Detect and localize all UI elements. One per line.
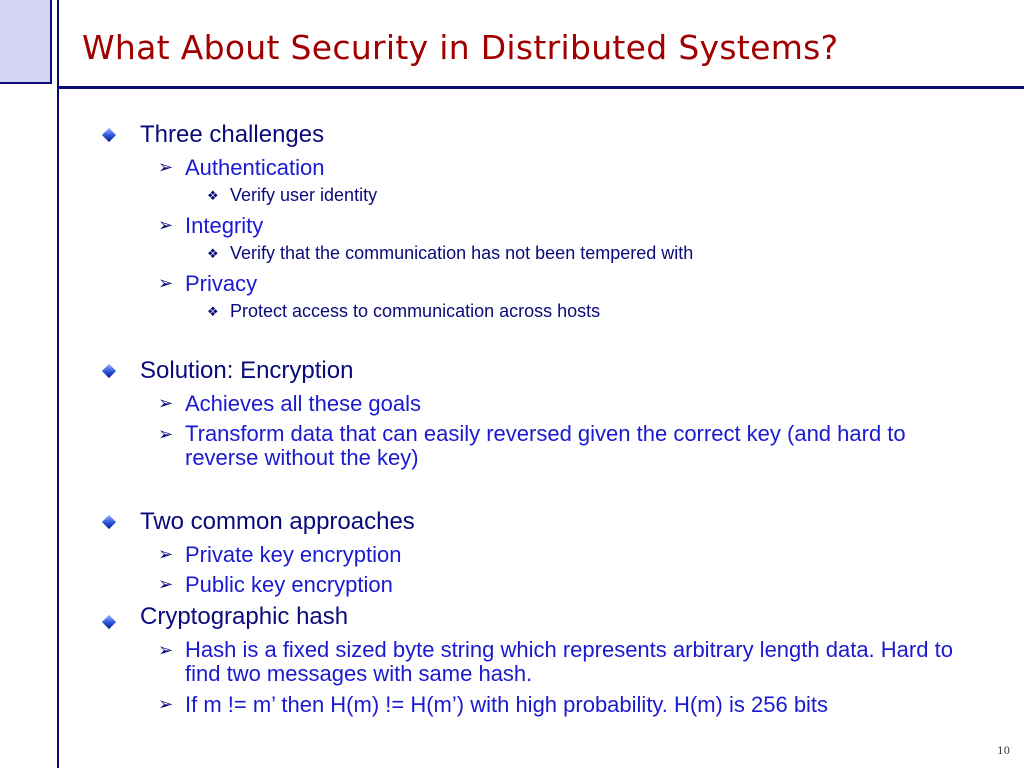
- title-underline: [57, 86, 1024, 89]
- encryption-item: Achieves all these goals: [185, 391, 422, 416]
- hash-item: Hash is a fixed sized byte string which represents arbitrary length data. Hard to find two messages with same hash.: [185, 637, 953, 686]
- challenge-detail: Protect access to communication across hosts: [230, 301, 601, 321]
- arrow-bullet-icon: ➢: [158, 215, 174, 235]
- challenge-item: Integrity: [185, 213, 264, 238]
- arrow-bullet-icon: ➢: [158, 424, 174, 444]
- approach-item: Private key encryption: [185, 542, 402, 567]
- section-heading: Cryptographic hash: [140, 603, 349, 630]
- arrow-bullet-icon: ➢: [158, 393, 174, 413]
- approach-item: Public key encryption: [185, 572, 393, 597]
- arrow-bullet-icon: ➢: [158, 640, 174, 660]
- arrow-bullet-icon: ➢: [158, 544, 174, 564]
- challenge-item: Privacy: [185, 271, 258, 296]
- diamond-bullet-icon: [102, 515, 116, 529]
- page-number: 10: [997, 746, 1010, 757]
- diamond-bullet-icon: [102, 364, 116, 378]
- vertical-rule: [57, 0, 59, 768]
- diamond-bullet-icon: [102, 615, 116, 629]
- hash-item: If m != m’ then H(m) != H(m’) with high probability. H(m) is 256 bits: [185, 692, 829, 717]
- section-heading: Two common approaches: [140, 508, 415, 535]
- challenge-detail: Verify that the communication has not been tempered with: [230, 243, 694, 263]
- section-heading: Solution: Encryption: [140, 357, 354, 384]
- arrow-bullet-icon: ➢: [158, 574, 174, 594]
- arrow-bullet-icon: ➢: [158, 694, 174, 714]
- clover-bullet-icon: ❖: [207, 188, 219, 203]
- corner-decoration: [0, 0, 52, 84]
- clover-bullet-icon: ❖: [207, 246, 219, 261]
- diamond-bullet-icon: [102, 128, 116, 142]
- clover-bullet-icon: ❖: [207, 304, 219, 319]
- challenge-detail: Verify user identity: [230, 185, 378, 205]
- arrow-bullet-icon: ➢: [158, 273, 174, 293]
- slide-title: What About Security in Distributed Systems?: [82, 28, 839, 67]
- challenge-item: Authentication: [185, 155, 325, 180]
- section-heading: Three challenges: [140, 121, 325, 148]
- arrow-bullet-icon: ➢: [158, 157, 174, 177]
- encryption-item: Transform data that can easily reversed given the correct key (and hard to reverse without the key): [185, 421, 906, 470]
